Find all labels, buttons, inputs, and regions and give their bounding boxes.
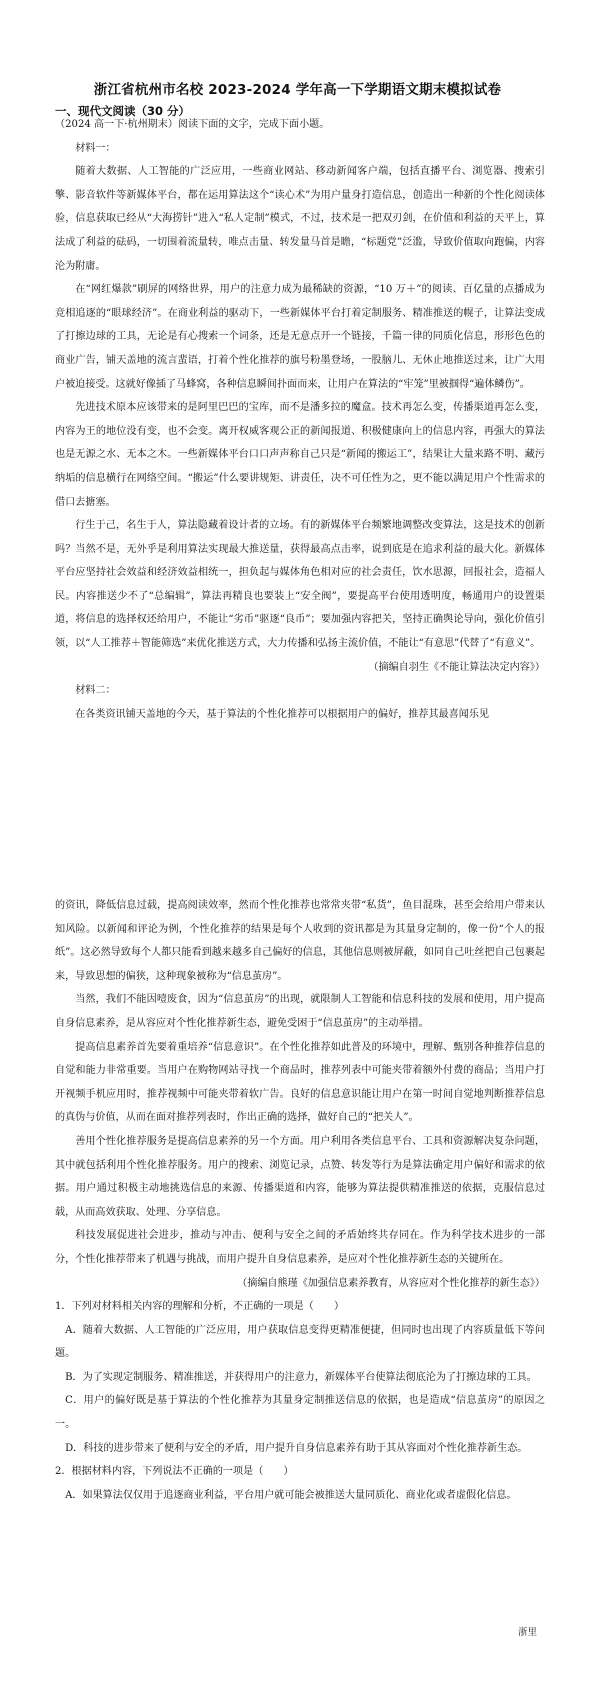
source-citation: （摘编自羽生《不能让算法决定内容》） (368, 661, 545, 673)
instruction-line: （2024 高一下·杭州期末）阅读下面的文字，完成下面小题。 (55, 119, 330, 130)
question-1-option-c: C．用户的偏好既是基于算法的个性化推荐为其量身定制推送信息的依据，也是造成“信息茧房”的原因之一。 (55, 1395, 545, 1431)
paragraph: 随着大数据、人工智能的广泛应用，一些商业网站、移动新闻客户端，包括直播平台、浏览器、搜索引擎、影音软件等新媒体平台，都在运用算法这个“读心术”为用户量身打造信息，创造出一种新的个性化阅读体验，信息获取已经从“大海捞针”进入“私人定制”模式，不过，技术是一把双刃剑，在价值和利益的天平上，算法成了利益的砝码，一切围着流量转，唯点击量、转发量马首是瞻，“标题党”泛滥，导致价值取向跑偏，内容沦为附庸。 (55, 166, 545, 272)
material-one-label: 材料一： (75, 142, 116, 154)
exam-title: 浙江省杭州市名校 2023-2024 学年高一下学期语文期末模拟试卷 (93, 82, 502, 98)
question-1-option-b: B．为了实现定制服务、精准推送，并获得用户的注意力，新媒体平台使算法彻底沦为了打擦边球的工具。 (65, 1371, 537, 1383)
paragraph: 提高信息素养首先要着重培养“信息意识”。在个性化推荐如此普及的环境中，理解、甄别各种推荐信息的自觉和能力非常重要。当用户在购物网站寻找一个商品时，推荐列表中可能夹带着额外付费的商品；当用户打开视频手机应用时，推荐视频中可能夹带着软广告。良好的信息意识能让用户在第一时间自觉地判断推荐信息的真伪与价值，从而在面对推荐列表时，作出正确的选择，做好自己的“把关人”。 (55, 1041, 545, 1124)
paragraph: 善用个性化推荐服务是提高信息素养的另一个方面。用户利用各类信息平台、工具和资源解决复杂问题，其中就包括利用个性化推荐服务。用户的搜索、浏览记录，点赞、转发等行为是算法确定用户偏好和需求的依据。用户通过积极主动地挑选信息的来源、传播渠道和内容，能够为算法提供精准推送的依据，克服信息过载，从而高效获取、处理、分享信息。 (55, 1135, 545, 1218)
passage-block-1 (55, 113, 545, 726)
material-two-label: 材料二： (75, 685, 116, 697)
paragraph: 的资讯，降低信息过载，提高阅读效率，然而个性化推荐也常常夹带“私货”，鱼目混珠，甚至会给用户带来认知风险。以新闻和评论为例，个性化推荐的结果是每个人收到的资讯都是为其量身定制的，像一份“个人的报纸”。这必然导致每个人都只能看到越来越多自己偏好的信息，其他信息则被屏蔽，如同自己吐丝把自己包裹起来，导致思想的偏狭，这种现象被称为“信息茧房”。 (55, 900, 545, 982)
paragraph: 科技发展促进社会进步，推动与冲击、便利与安全之间的矛盾始终共存同在。作为科学技术进步的一部分，个性化推荐带来了机遇与挑战，而用户提升自身信息素养，是应对个性化推荐新生态的关键所在。 (55, 1230, 545, 1265)
question-2: 2．根据材料内容，下列说法不正确的一项是（ ） (55, 1466, 294, 1478)
paragraph: 在各类资讯铺天盖地的今天，基于算法的个性化推荐可以根据用户的偏好，推荐其最喜闻乐见 (75, 708, 490, 720)
paragraph: 行生于己，名生于人，算法隐藏着设计者的立场。有的新媒体平台频繁地调整改变算法，这是技术的创新吗？当然不是，无外乎是利用算法实现最大推送量，获得最高点击率，说到底是在追求利益的最大化。新媒体平台应坚持社会效益和经济效益相统一，担负起与媒体角色相对应的社会责任，饮水思源，回报社会，造福人民。内容推送少不了“总编辑”，算法再精良也要装上“安全阀”，要提高平台使用透明度，畅通用户的设置渠道，将信息的选择权还给用户，不能让“劣币”驱逐“良币”；要加强内容把关，坚持正确舆论导向，强化价值引领，以“人工推荐＋智能筛选”来优化推送方式，大力传播和弘扬主流价值，不能让“有意思”代替了“有意义”。 (55, 520, 545, 650)
paragraph: 在“网红爆款”刷屏的网络世界，用户的注意力成为最稀缺的资源，“10 万＋”的阅读、百亿量的点播成为竞相追逐的“眼球经济”。在商业利益的驱动下，一些新媒体平台打着定制服务、精准推送的幌子，让算法变成了打擦边球的工具，无论是有心搜索一个词条，还是无意点开一个链接，千篇一律的同质化信息，形形色色的商业广告，铺天盖地的流言蜚语，打着个性化推荐的旗号粉墨登场，一股脑儿、无休止地推送过来，让广大用户被迫接受。这就好像插了马蜂窝，各种信息瞬间扑面而来，让用户在算法的“牢笼”里被掴得“遍体鳞伤”。 (55, 284, 545, 390)
page-footer: 浙里 (517, 1627, 537, 1638)
question-1-option-a: A．随着大数据、人工智能的广泛应用，用户获取信息变得更精准便捷，但同时也出现了内容质量低下等问题。 (55, 1324, 545, 1360)
question-1: 1．下列对材料相关内容的理解和分析，不正确的一项是（ ） (55, 1301, 345, 1313)
section-heading: 一、现代文阅读（30 分） (55, 104, 191, 118)
paragraph: 当然，我们不能因噎废食，因为“信息茧房”的出现，就限制人工智能和信息科技的发展和使用，用户提高自身信息素养，是从容应对个性化推荐新生态，避免受困于“信息茧房”的主动举措。 (55, 994, 545, 1029)
question-2-option-a: A．如果算法仅仅用于追逐商业利益，平台用户就可能会被推送大量同质化、商业化或者虚假化信息。 (65, 1489, 517, 1501)
question-1-option-d: D．科技的进步带来了便利与安全的矛盾，用户提升自身信息素养有助于其从容面对个性化推荐新生态。 (65, 1442, 528, 1454)
source-citation: （摘编自熊瑾《加强信息素养教育，从容应对个性化推荐的新生态》） (237, 1277, 545, 1289)
passage-block-2 (55, 894, 545, 1507)
paragraph: 先进技术原本应该带来的是阿里巴巴的宝库，而不是潘多拉的魔盒。技术再怎么变，传播渠道再怎么变，内容为王的地位没有变，也不会变。离开权威客观公正的新闻报道、积极健康向上的信息内容，再强大的算法也是无源之水、无本之木。一些新媒体平台口口声声称自己只是“新闻的搬运工”，结果让大量来路不明、藏污纳垢的信息横行在网络空间。“搬运”什么要讲规矩、讲责任，决不可任性为之，更不能以满足用户个性需求的借口去搪塞。 (55, 402, 545, 508)
